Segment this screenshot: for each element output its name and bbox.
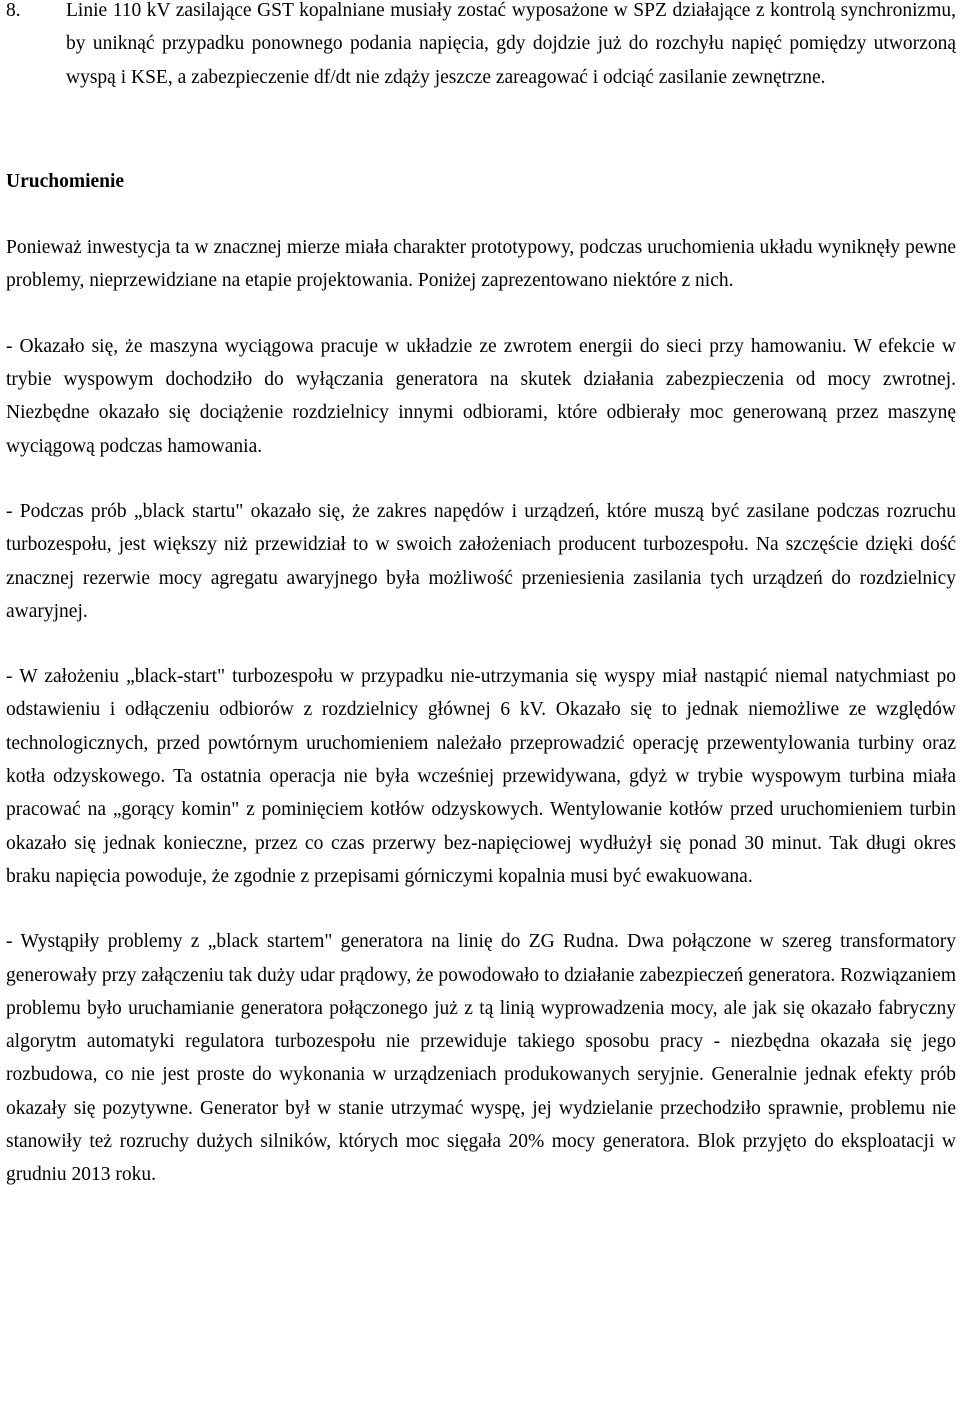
bullet-paragraph: - Wystąpiły problemy z „black startem" generatora na linię do ZG Rudna. Dwa połączone w szereg transformatory generowały przy załączeniu tak duży udar prądowy, że powodowało to działanie zabezpieczeń generatora. Rozwiązaniem problemu było uruchamianie generatora połączonego już z tą linią wyprowadzenia mocy, ale jak się okazało fabryczny algorytm automatyki regulatora turbozespołu nie przewiduje takiego sposobu pracy - niezbędna okazała się jego rozbudowa, co nie jest proste do wykonania w urządzeniach produkowanych seryjnie. Generalnie jednak efekty prób okazały się pozytywne. Generator był w stanie utrzymać wyspę, jej wydzielanie przechodziło sprawnie, problemu nie stanowiły też rozruchy dużych silników, których moc sięgała 20% mocy generatora. Blok przyjęto do eksploatacji w grudniu 2013 roku. — [6, 931, 956, 1186]
numbered-paragraph-8 — [6, 0, 956, 94]
section-heading: Uruchomienie — [6, 170, 125, 192]
bullet-paragraph: - Podczas prób „black startu" okazało się, że zakres napędów i urządzeń, które muszą być zasilane podczas rozruchu turbozespołu, jest większy niż przewidział to w swoich założeniach producent turbozespołu. Na szczęście dzięki dość znacznej rezerwie mocy agregatu awaryjnego była możliwość przeniesienia zasilania tych urządzeń do rozdzielnicy awaryjnej. — [6, 500, 956, 622]
paragraph-text: Linie 110 kV zasilające GST kopalniane musiały zostać wyposażone w SPZ działające z kontrolą synchronizmu, by uniknąć przypadku ponownego podania napięcia, gdy dojdzie już do rozchyłu napięć pomiędzy utworzoną wyspą i KSE, a zabezpieczenie df/dt nie zdąży jeszcze zareagować i odciąć zasilanie zewnętrzne. — [66, 0, 956, 88]
bullet-paragraph: - Okazało się, że maszyna wyciągowa pracuje w układzie ze zwrotem energii do sieci przy hamowaniu. W efekcie w trybie wyspowym dochodziło do wyłączania generatora na skutek działania zabezpieczenia od mocy zwrotnej. Niezbędne okazało się dociążenie rozdzielnicy innymi odbiorami, które odbierały moc generowaną przez maszynę wyciągową podczas hamowania. — [6, 335, 956, 457]
paragraph-number: 8. — [6, 0, 21, 21]
bullet-paragraph: - W założeniu „black-start" turbozespołu w przypadku nie-utrzymania się wyspy miał nastąpić niemal natychmiast po odstawieniu i odłączeniu odbiorów z rozdzielnicy głównej 6 kV. Okazało się to jednak niemożliwe ze względów technologicznych, przed powtórnym uruchomieniem należało przeprowadzić operację przewentylowania turbiny oraz kotła odzyskowego. Ta ostatnia operacja nie była wcześniej przewidywana, gdyż w trybie wyspowym turbina miała pracować na „gorący komin" z pominięciem kotłów odzyskowych. Wentylowanie kotłów przed uruchomieniem turbin okazało się jednak konieczne, przez co czas przerwy bez-napięciowej wydłużył się ponad 30 minut. Tak długi okres braku napięcia powoduje, że zgodnie z przepisami górniczymi kopalnia musi być ewakuowana. — [6, 666, 956, 887]
intro-paragraph: Ponieważ inwestycja ta w znacznej mierze miała charakter prototypowy, podczas uruchomienia układu wyniknęły pewne problemy, nieprzewidziane na etapie projektowania. Poniżej zaprezentowano niektóre z nich. — [6, 237, 956, 292]
